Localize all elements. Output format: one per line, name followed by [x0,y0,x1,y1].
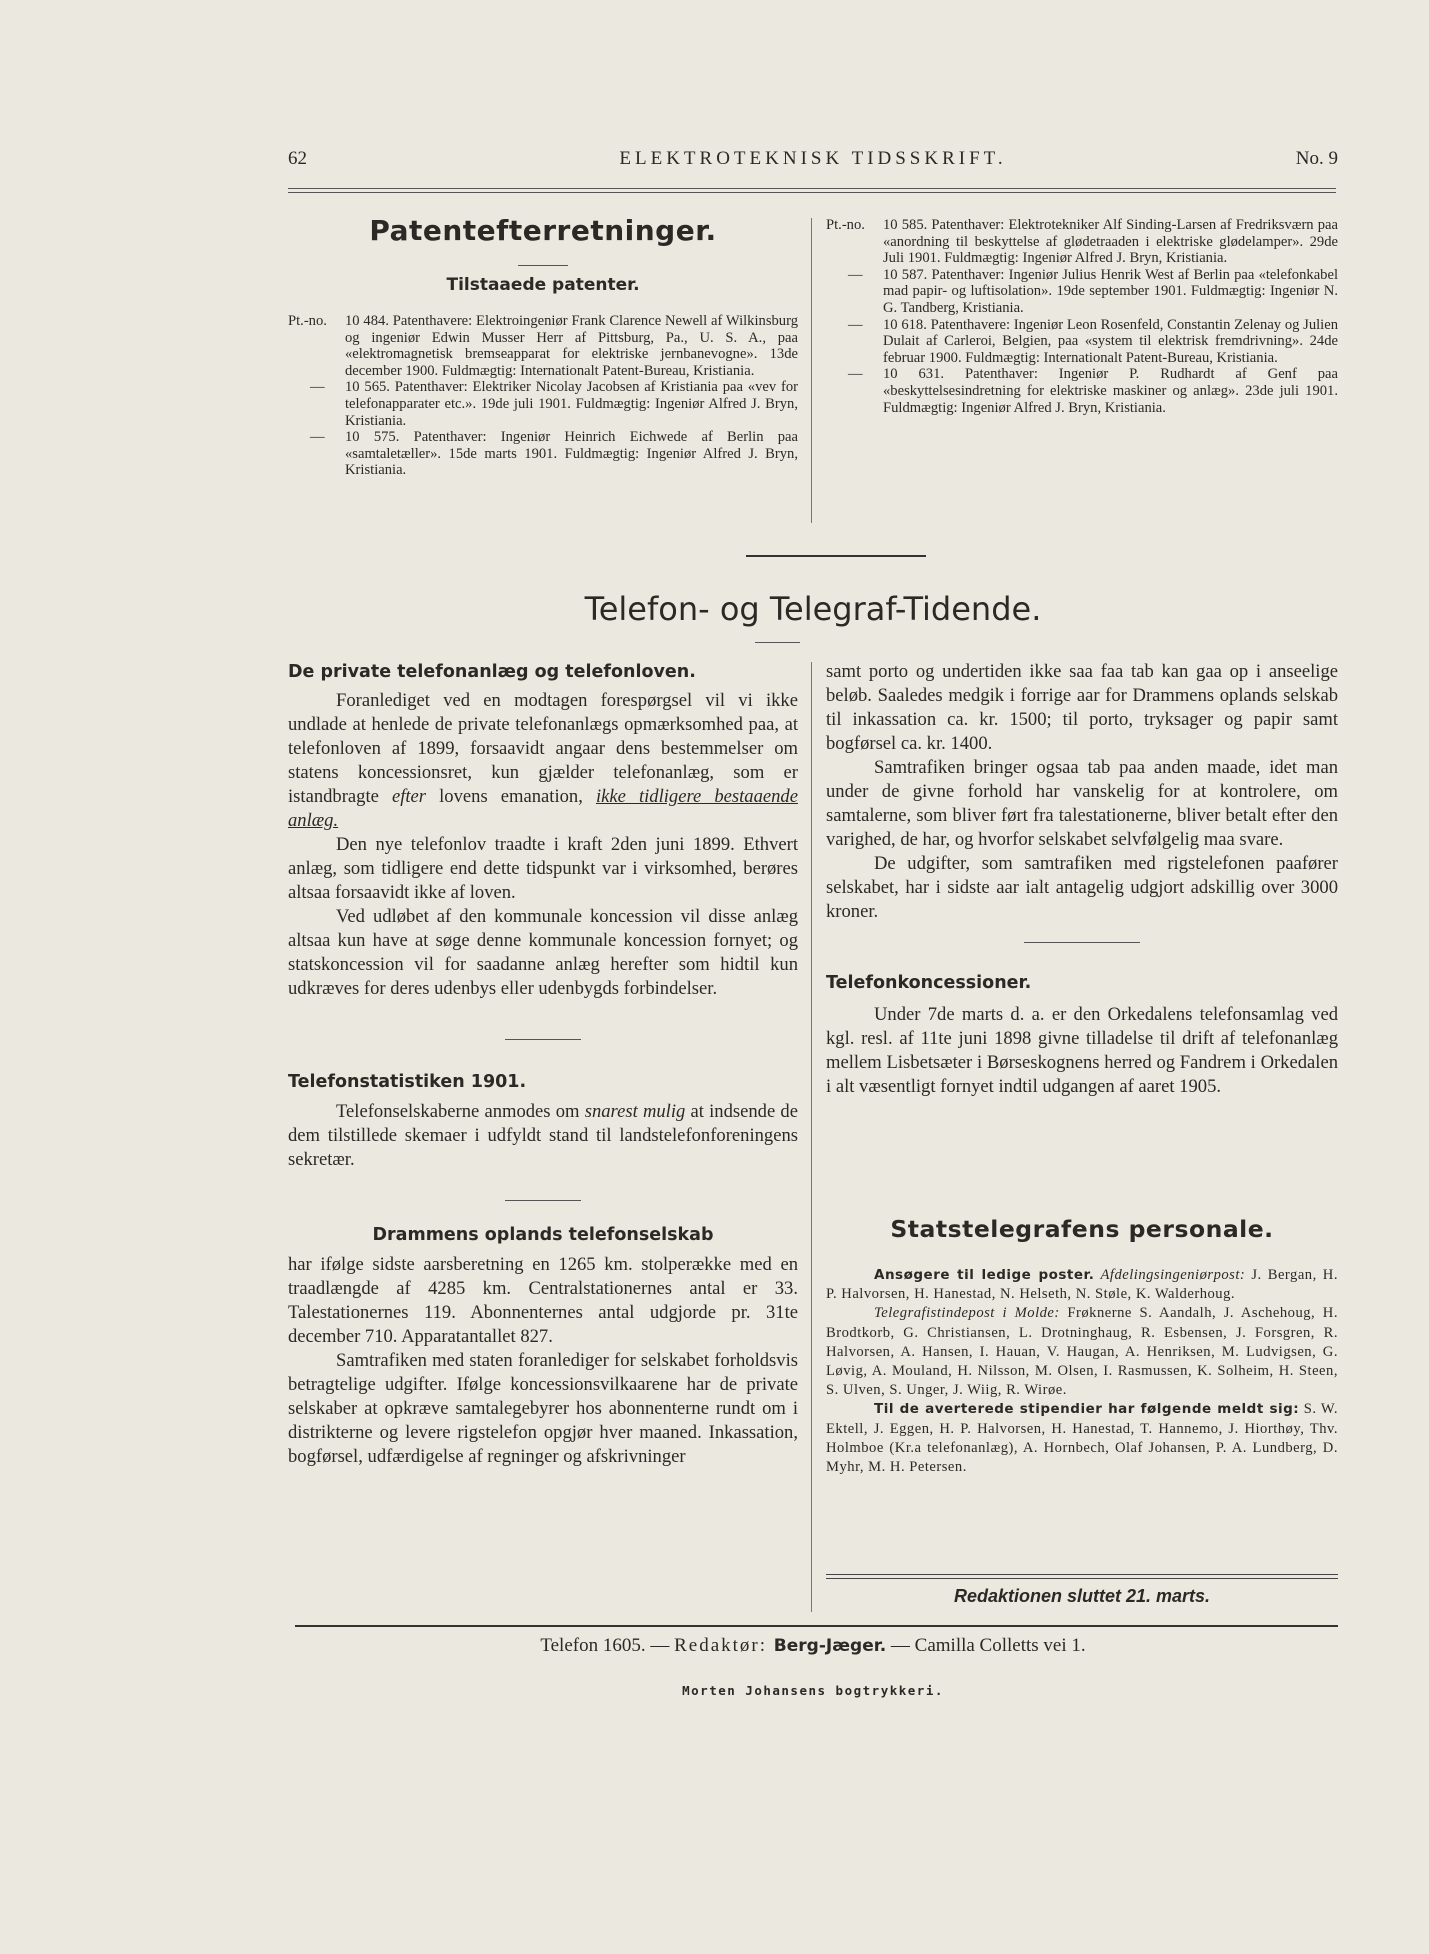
journal-title: ELEKTROTEKNISK TIDSSKRIFT. [619,148,1007,169]
telefon-title: Telefon- og Telegraf-Tidende. [584,590,1042,628]
section-heading: Telefonkoncessioner. [826,973,1032,993]
divider [518,265,568,266]
paragraph: De udgifter, som samtrafiken med rigstelefonen paafører selskabet, har i sidste aar ialt antagelig udgjort adskillig over 3000 kroner. [826,853,1338,922]
paragraph: har ifølge sidste aarsberetning en 1265 km. stolperække med en traadlængde af 4285 km. Centralstationernes antal er 33. Talestationernes 119. Abonnenternes antal udgjorde pr. 31te december 710. Apparatantallet 827. [288,1254,798,1347]
footer-line: Telefon 1605. — Redaktør: Berg-Jæger. — Camilla Colletts vei 1. [540,1635,1086,1656]
paragraph: Telefonselskaberne anmodes om snarest mulig at indsende de dem tilstillede skemaer i udfyldt stand til landstelefonforeningens sekretær. [288,1101,798,1170]
patent-entry: — 10 618. Patenthavere: Ingeniør Leon Rosenfeld, Constantin Zelenay og Julien Dulait af Carleroi, Belgien, paa «system til elektrisk fremdrivning». 24de februar 1900. Fuldmægtig: Internationalt Patent-Bureau, Kristiania. [848,316,1338,366]
divider [1024,942,1140,943]
personale-title: Statstelegrafens personale. [890,1215,1274,1243]
paragraph: Samtrafiken bringer ogsaa tab paa anden maade, idet man under de givne forhold har vanskelig for at kontrolere, om samtalerne, som bliver ført fra talestationerne, bliver betalt efter den varighed, de har, og hvorfor selskabet selvfølgelig maa svare. [826,757,1338,850]
paragraph: samt porto og undertiden ikke saa faa tab kan gaa op i anseelige beløb. Saaledes medgik i forrige aar for Drammens oplands selskab til inkassation ca. kr. 1500; til porto, tryksager og papir samt bogførsel ca. kr. 1400. [826,661,1338,754]
footer-rule [295,1625,1338,1627]
section-heading: Drammens oplands telefonselskab [372,1225,714,1245]
patent-entry: Pt.-no. 10 585. Patenthaver: Elektrotekniker Alf Sinding-Larsen af Fredriksværn paa «anordning til beskyttelse af glødetraaden i elektriske glødelamper». 29de Juli 1901. Fuldmægtig: Ingeniør Alfred J. Bryn, Kristiania. [826,217,1338,267]
paragraph: Under 7de marts d. a. er den Orkedalens telefonsamlag ved kgl. resl. af 11te juni 1898 givne tilladelse til drift af telefonanlæg mellem Lisbetsæter i Børseskognens herred og Fandrem i Orkedalen i alt væsentligt fornyet indtil udgangen af aaret 1905. [826,1004,1338,1097]
paragraph: Den nye telefonlov traadte i kraft 2den juni 1899. Ethvert anlæg, som tidligere end dette tidspunkt var i virksomhed, berøres altsaa forsaavidt ikke af loven. [288,834,798,903]
divider [826,1578,1338,1579]
divider [505,1200,581,1201]
paragraph: Telegrafistindepost i Molde: Frøknerne S. Aandalh, J. Aschehoug, H. Brodtkorb, G. Christiansen, L. Drotninghaug, R. Esbensen, J. Forsgren, R. Halvorsen, A. Hansen, I. Hauan, V. Haugan, A. Henriksen, M. Ludvigsen, G. Løvig, A. Mouland, H. Nilsson, M. Olsen, I. Rasmussen, K. Solheim, H. Steen, S. Ulven, S. Unger, J. Wiig, R. Wirøe. [826,1305,1338,1399]
closing-note: Redaktionen sluttet 21. marts. [953,1586,1211,1606]
patent-entry: — 10 631. Patenthaver: Ingeniør P. Rudhardt af Genf paa «beskyttelsesindretning for elektriske maskiner og anlæg». 23de juli 1901. Fuldmægtig: Ingeniør Alfred J. Bryn, Kristiania. [848,366,1338,416]
paragraph: Til de averterede stipendier har følgende meldt sig: S. W. Ektell, J. Eggen, H. P. Halvorsen, H. Hanestad, T. Hannemo, J. Hiorthøy, Thv. Holmboe (Kr.a telefonanlæg), A. Hornbech, Olaf Johansen, P. A. Lundberg, D. Myhr, M. H. Petersen. [826,1401,1338,1476]
divider [505,1039,581,1040]
telefon-left-column [288,660,798,1469]
patent-entry: Pt.-no. 10 484. Patenthavere: Elektroingeniør Frank Clarence Newell af Wilkinsburg og ingeniør Edwin Musser Herr af Pittsburg, Pa., U. S. A., paa «elektromagnetisk bremseapparat for elektriske jernbanevogne». 13de december 1900. Fuldmægtig: Internationalt Patent-Bureau, Kristiania. [288,313,798,379]
column-rule [811,662,812,1612]
paragraph: Foranlediget ved en modtagen forespørgsel vil vi ikke undlade at henlede de private telefonanlægs opmærksomhed paa, at telefonloven af 1899, forsaavidt angaar dens bestemmelser om statens koncessionsret, kun gjælder telefonanlæg, som er istandbragte efter lovens emanation, ikke tidligere bestaaende anlæg. [288,690,798,831]
printer-imprint: Morten Johansens bogtrykkeri. [682,1683,944,1698]
patents-right-column [826,217,1338,416]
header-rule [288,188,1336,189]
patent-entry: — 10 575. Patenthaver: Ingeniør Heinrich Eichwede af Berlin paa «samtaletæller». 15de marts 1901. Fuldmægtig: Ingeniør Alfred J. Bryn, Kristiania. [310,429,798,479]
paragraph: Samtrafiken med staten foranlediger for selskabet forholdsvis betragtelige udgifter. Ifølge koncessionsvilkaarene har de private selskaber at opkræve samtalegebyrer hos abonnenterne rundt om i distrikterne og levere rigstelefon opgjør hver maaned. Inkassation, bogførsel, udfærdigelse af regninger og afskrivninger [288,1350,798,1467]
telefon-right-column [826,660,1338,1099]
patent-entry: — 10 587. Patenthaver: Ingeniør Julius Henrik West af Berlin paa «telefonkabel mad papir- og luftisolation». 19de september 1901. Fuldmægtig: Ingeniør N. G. Tandberg, Kristiania. [848,266,1338,316]
header-rule-2 [288,192,1336,193]
patents-left-column [288,313,798,479]
section-heading: Telefonstatistiken 1901. [288,1072,527,1092]
patents-subtitle: Tilstaaede patenter. [446,275,640,295]
patent-entry: — 10 565. Patenthaver: Elektriker Nicolay Jacobsen af Kristiania paa «vev for telefonapparater etc.». 19de juli 1901. Fuldmægtig: Ingeniør Alfred J. Bryn, Kristiania. [310,379,798,429]
divider [826,1574,1338,1575]
patents-title: Patentefterretninger. [369,214,717,247]
issue-number: No. 9 [1295,148,1338,169]
personale-body [826,1266,1338,1477]
paragraph: Ansøgere til ledige poster. Afdelingsingeniørpost: J. Bergan, H. P. Halvorsen, H. Hanestad, N. Helseth, N. Støle, K. Walderhoug. [826,1267,1338,1303]
divider [755,642,800,643]
paragraph: Ved udløbet af den kommunale koncession vil disse anlæg altsaa kun have at søge denne kommunale koncession fornyet; og statskoncession vil for saadanne anlæg herefter som hidtil kun udkræves for deres udenbys eller udenbygds forbindelser. [288,906,798,999]
page-number: 62 [288,148,307,169]
section-heading: De private telefonanlæg og telefonloven. [288,662,696,682]
column-rule [811,218,812,523]
section-rule [746,555,926,557]
